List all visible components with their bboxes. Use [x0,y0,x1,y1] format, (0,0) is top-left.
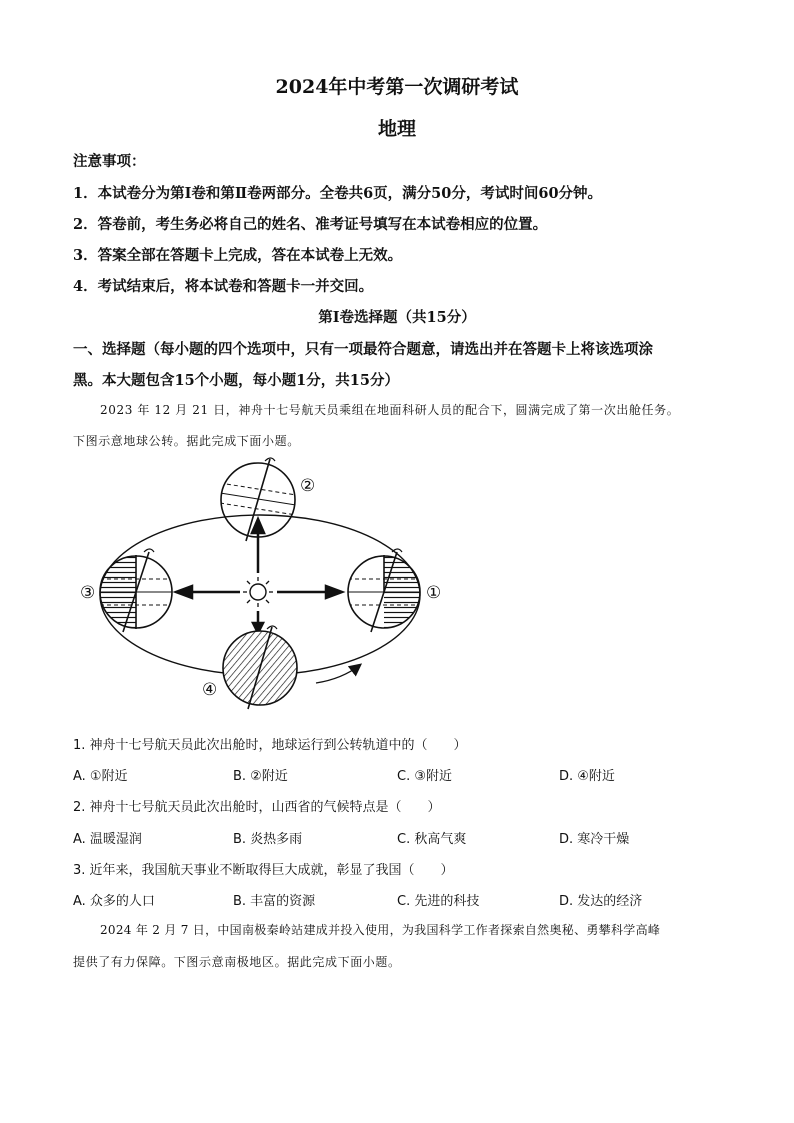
q3-option-b: B. 丰富的资源 [233,894,316,909]
q3-option-a: A. 众多的人口 [73,894,155,909]
earth-revolution-diagram [70,455,450,715]
label-position-4: ④ [202,680,218,700]
section-instruction-line1: 一、选择题（每小题的四个选项中，只有一项最符合题意，请选出并在答题卡上将该选项涂 [73,341,653,358]
q2-option-a: A. 温暖湿润 [73,832,142,847]
passage1-line1: 2023 年 12 月 21 日，神舟十七号航天员乘组在地面科研人员的配合下，圆满完成了第一次出舱任务。 [100,403,680,417]
question-2-stem: 2. 神舟十七号航天员此次出舱时，山西省的气候特点是（ ） [73,800,441,815]
question-1-stem: 1. 神舟十七号航天员此次出舱时，地球运行到公转轨道中的（ ） [73,738,467,753]
q1-option-a: A. ①附近 [73,769,128,784]
label-position-1: ① [426,583,442,603]
passage2-line1: 2024 年 2 月 7 日，中国南极秦岭站建成并投入使用，为我国科学工作者探索自然奥秘、勇攀科学高峰 [100,923,661,937]
q3-option-c: C. 先进的科技 [397,894,480,909]
section-instruction-line2: 黑。本大题包含15个小题，每小题1分，共15分） [73,372,399,389]
q2-option-d: D. 寒冷干燥 [559,832,630,847]
earth-position-4 [220,626,300,709]
section-title: 第Ⅰ卷选择题（共15分） [318,309,476,326]
q3-option-d: D. 发达的经济 [559,894,643,909]
q2-option-c: C. 秋高气爽 [397,832,467,847]
subject-title: 地理 [377,118,416,140]
sun-icon [243,577,273,607]
revolution-direction-arrow [316,665,360,683]
label-position-2: ② [300,476,316,496]
earth-position-3 [98,549,172,632]
exam-title: 2024年中考第一次调研考试 [275,76,519,98]
q1-option-b: B. ②附近 [233,769,288,784]
note-item-4: 4．考试结束后，将本试卷和答题卡一并交回。 [73,278,374,295]
question-3-stem: 3. 近年来，我国航天事业不断取得巨大成就，彰显了我国（ ） [73,863,454,878]
q2-option-b: B. 炎热多雨 [233,832,303,847]
label-position-3: ③ [80,583,96,603]
sunlight-arrows [176,519,342,633]
notes-heading: 注意事项： [73,153,146,170]
passage2-line2: 提供了有力保障。下图示意南极地区。据此完成下面小题。 [73,955,401,969]
passage1-line2: 下图示意地球公转。据此完成下面小题。 [73,434,300,448]
q1-option-d: D. ④附近 [559,769,615,784]
note-item-3: 3．答案全部在答题卡上完成，答在本试卷上无效。 [73,247,403,264]
q1-option-c: C. ③附近 [397,769,452,784]
note-item-1: 1．本试卷分为第Ⅰ卷和第Ⅱ卷两部分。全卷共6页，满分50分，考试时间60分钟。 [73,185,603,202]
note-item-2: 2．答卷前，考生务必将自己的姓名、准考证号填写在本试卷相应的位置。 [73,216,548,233]
